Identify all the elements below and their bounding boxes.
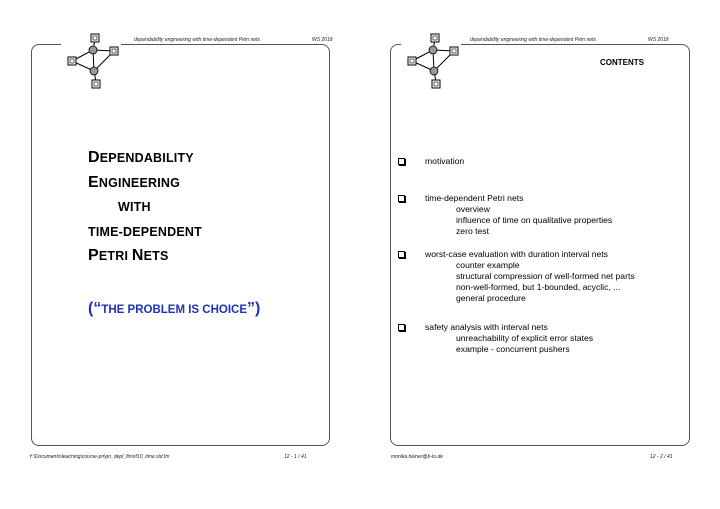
title-line: TIME-DEPENDENT: [88, 224, 202, 239]
bullet-box-icon: [398, 251, 405, 258]
title-line: DEPENDABILITY: [88, 149, 194, 166]
footer-email: monika.heiner@b-tu.de: [391, 454, 444, 460]
slide-subtitle: (“THE PROBLEM IS CHOICE”): [88, 300, 261, 317]
bullet-box-icon: [398, 195, 405, 202]
slide-2: dependability engineering with time-dependent Petri nets WS 2018 CONTENTS motivation time-dependent Petri nets overview influence of time on qualitative properties zero test worst-case evaluation with duration interval nets counter example structural compression of well-formed net parts non-well-formed, but 1-bounded, acyclic, ... general procedure safety analysis with interval nets unreachability of explicit error states example - concurrent pushers monika.heiner@b-tu.de 12 - 2 / 41: [360, 0, 720, 509]
header-semester: WS 2018: [648, 37, 669, 43]
slide-frame: [390, 44, 690, 446]
petri-net-logo-icon: [58, 30, 128, 92]
header-semester: WS 2018: [312, 37, 333, 43]
contents-title: CONTENTS: [600, 58, 644, 67]
header-text: dependability engineering with time-dependent Petri nets: [470, 37, 596, 43]
petri-net-logo-icon: [398, 30, 468, 92]
footer-path: Y:\Documents\teaching\course-pn\pn_depl_fin\nf10_time.sld.fm: [29, 454, 170, 460]
page-number: 12 - 2 / 41: [650, 454, 673, 460]
title-line: PETRI NETS: [88, 247, 169, 264]
title-line: ENGINEERING: [88, 173, 181, 191]
page-number: 12 - 1 / 41: [284, 454, 307, 460]
bullet-box-icon: [398, 158, 405, 165]
header-text: dependability engineering with time-dependent Petri nets: [134, 37, 260, 43]
title-line: WITH: [118, 200, 151, 214]
bullet-box-icon: [398, 324, 405, 331]
slide-title: [88, 146, 258, 269]
